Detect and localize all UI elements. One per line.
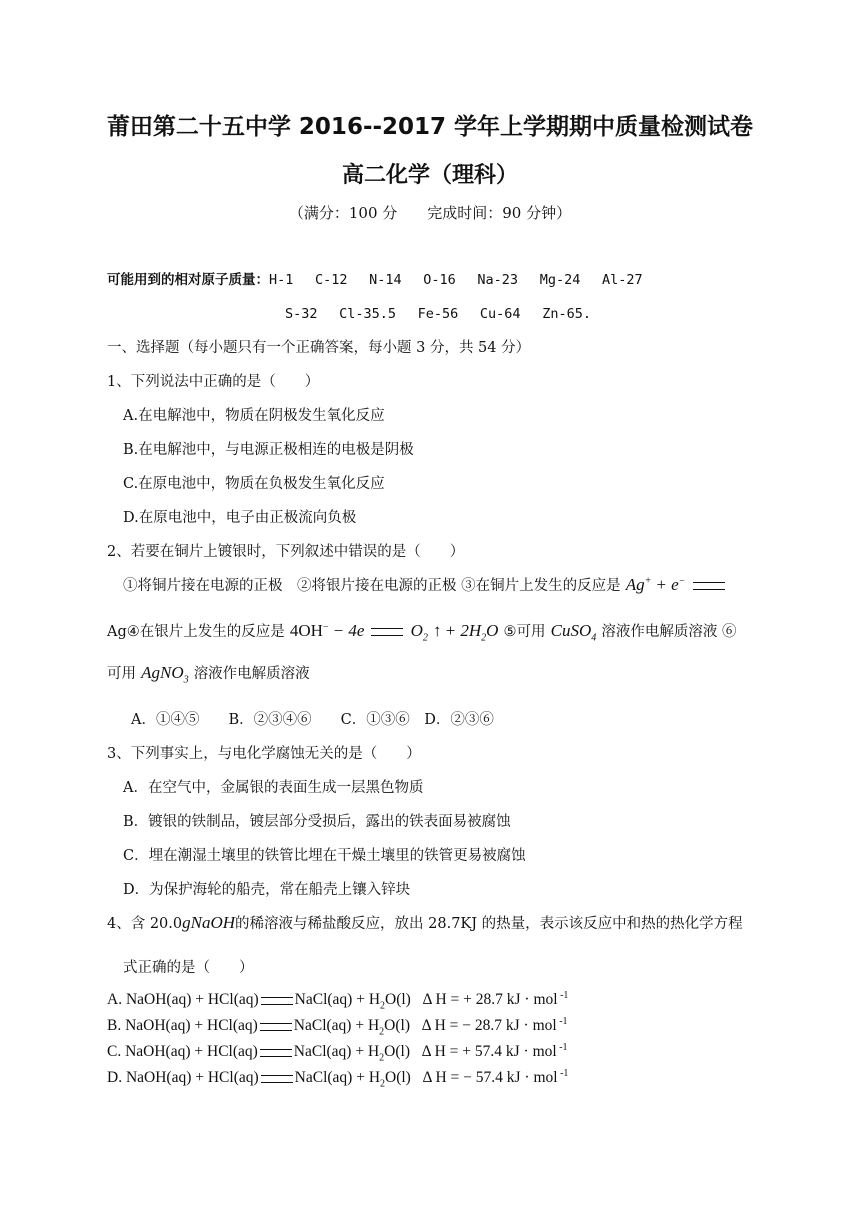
q2-statement-line-2: Ag④在银片上发生的反应是 4OH− − 4e $O_2$ ↑ + $2H_2O$ ⑤可用 CuSO$_4$ 溶液作电解质溶液 ⑥ (107, 621, 737, 644)
q3-option-c: C．埋在潮湿土壤里的铁管比埋在干燥土壤里的铁管更易被腐蚀 (123, 848, 526, 864)
atomic-mass-values-1: H-1 C-12 N-14 O-16 Na-23 Mg-24 Al-27 (269, 272, 643, 288)
copper-sulfate: CuSO$_4$ (550, 621, 597, 644)
q3-option-b: B．镀银的铁制品，镀层部分受损后，露出的铁表面易被腐蚀 (123, 814, 511, 830)
q2-statement-5: ⑤可用 (503, 624, 546, 640)
equals-sign-2 (371, 628, 403, 636)
q4-option-d: D. NaOH(aq) + HCl(aq) NaCl(aq) + $H_2O(l)$ Δ H = − 57.4 kJ · mol $^{-1}$ (107, 1068, 569, 1090)
q4-option-b: B. NaOH(aq) + HCl(aq) NaCl(aq) + $H_2O(l)$ Δ H = − 28.7 kJ · mol $^{-1}$ (107, 1016, 568, 1038)
q1-stem: 1、下列说法中正确的是（ ） (107, 374, 320, 390)
silver-nitrate: AgNO$_3$ (141, 663, 189, 686)
exam-title: 莆田第二十五中学 2016--2017 学年上学期期中质量检测试卷 (106, 114, 754, 140)
naoh-mass: gNaOH (182, 913, 236, 932)
exam-info: （满分：100 分 完成时间：90 分钟） (288, 204, 572, 222)
q2-statement-6: 可用 (107, 666, 136, 682)
q2-statement-5-end: 溶液作电解质溶液 ⑥ (601, 624, 737, 640)
q2-options: A．①④⑤ B．②③④⑥ C．①③⑥ D．②③⑥ (131, 712, 494, 728)
oxygen-term: $O_2$ (410, 621, 428, 644)
q2-statement-6-end: 溶液作电解质溶液 (193, 666, 310, 682)
q3-stem: 3、下列事实上，与电化学腐蚀无关的是（ ） (107, 746, 421, 762)
equals-sign (693, 582, 725, 590)
q1-option-b: B.在电解池中，与电源正极相连的电极是阴极 (123, 442, 414, 458)
q1-option-c: C.在原电池中，物质在负极发生氧化反应 (123, 476, 385, 492)
q2-stem: 2、若要在铜片上镀银时，下列叙述中错误的是（ ） (107, 544, 465, 560)
hydroxide-term: 4OH− (289, 621, 329, 640)
q1-option-d: D.在原电池中，电子由正极流向负极 (123, 510, 357, 526)
q3-option-a: A．在空气中，金属银的表面生成一层黑色物质 (123, 780, 424, 796)
q4-option-c: C. NaOH(aq) + HCl(aq) NaCl(aq) + $H_2O(l)$ Δ H = + 57.4 kJ · mol $^{-1}$ (107, 1042, 568, 1064)
q4-stem: 4、含 20.0gNaOH的稀溶液与稀盐酸反应，放出 28.7KJ 的热量，表示该反应中和热的热化学方程 (107, 913, 743, 932)
q2-statements-1-3: ①将铜片接在电源的正极 ②将银片接在电源的正极 ③在铜片上发生的反应是 (123, 578, 621, 594)
atomic-mass-label: 可能用到的相对原子质量： (107, 272, 269, 288)
exam-subtitle: 高二化学（理科） (341, 163, 518, 188)
q1-option-a: A.在电解池中，物质在阴极发生氧化反应 (123, 408, 385, 424)
q2-statement-line-3 (107, 662, 310, 685)
atomic-mass-values-2: S-32 Cl-35.5 Fe-56 Cu-64 Zn-65. (285, 306, 591, 322)
q2-statement-4: ④在银片上发生的反应是 (126, 624, 285, 640)
water-term: $2H_2O$ (460, 621, 499, 644)
electron-term: 4e (348, 621, 365, 640)
q3-option-d: D．为保护海轮的船壳，常在船壳上镶入锌块 (123, 882, 411, 898)
q4-stem-end: 式正确的是（ ） (123, 960, 254, 976)
section-heading: 一、选择题（每小题只有一个正确答案，每小题 3 分，共 54 分） (107, 340, 531, 356)
q4-option-a: A. NaOH(aq) + HCl(aq) NaCl(aq) + $H_2O(l)$ Δ H = + 28.7 kJ · mol $^{-1}$ (107, 990, 569, 1012)
electron: e− (671, 575, 686, 594)
silver-product: Ag (107, 624, 127, 640)
q2-statement-line-1: ①将铜片接在电源的正极 ②将银片接在电源的正极 ③在铜片上发生的反应是 Ag+ + e− (123, 574, 727, 595)
atomic-mass-line-1 (107, 268, 643, 288)
silver-ion: Ag+ (625, 575, 652, 594)
